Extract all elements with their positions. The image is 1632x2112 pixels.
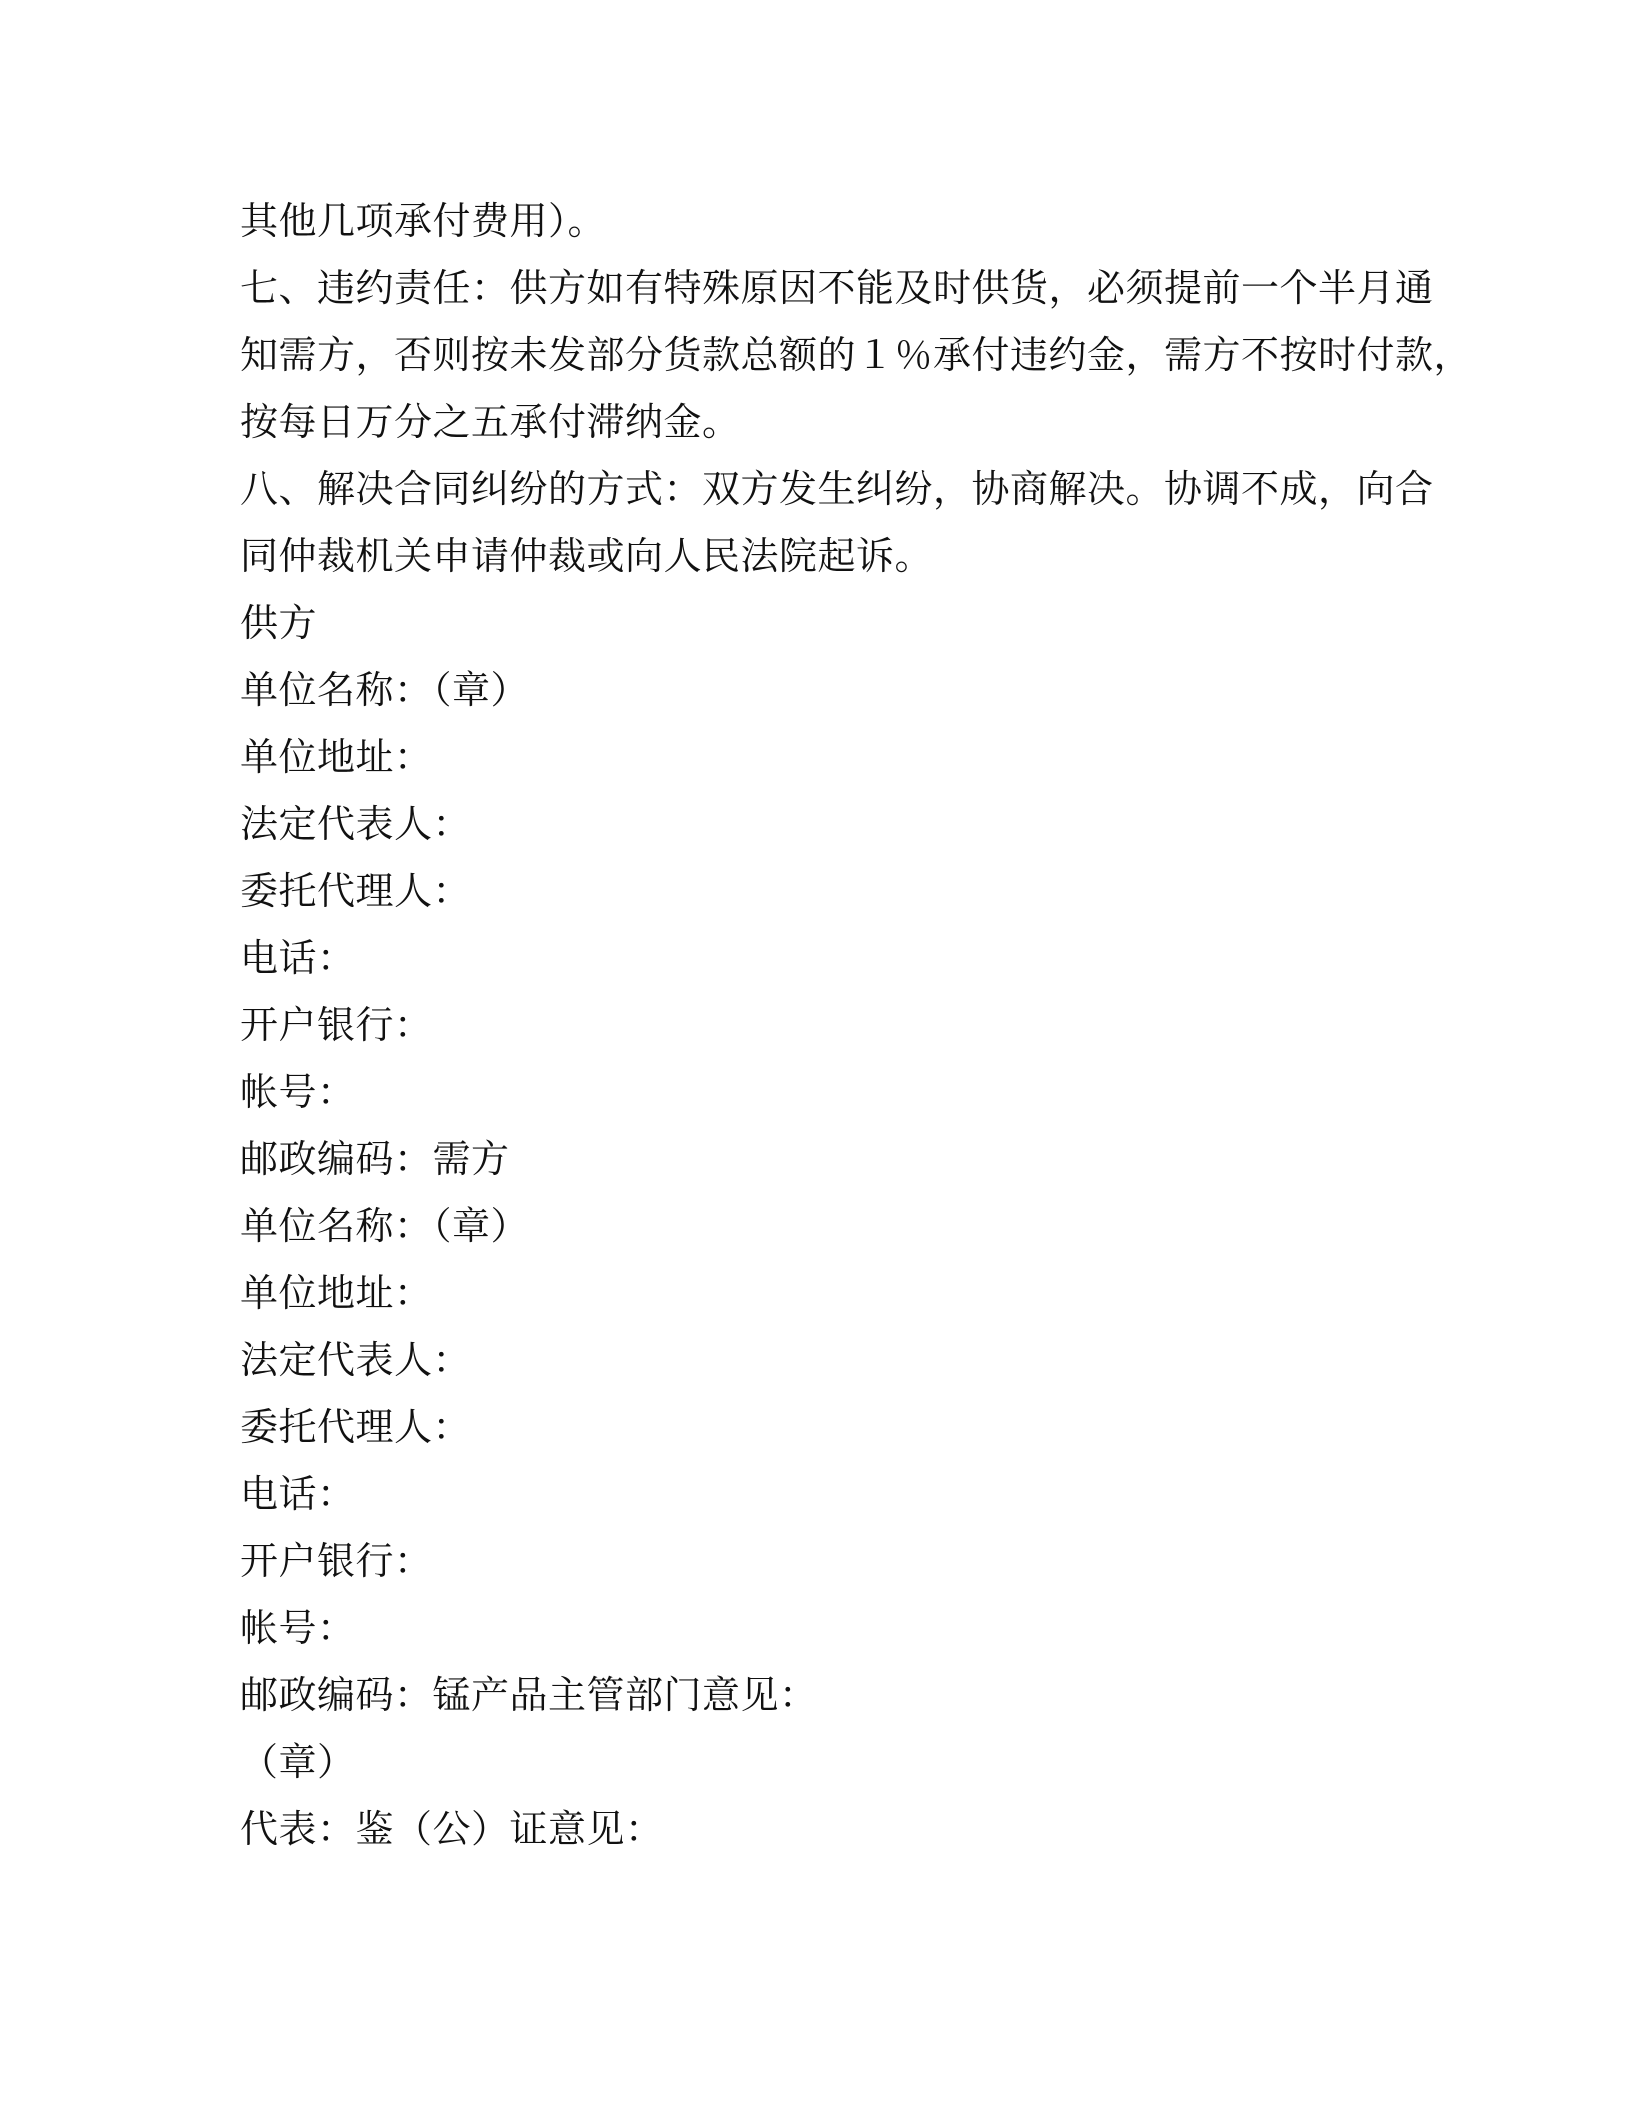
dispute-resolution-line-1: 八、解决合同纠纷的方式：双方发生纠纷，协商解决。协调不成，向合 [240,467,1434,511]
buyer-phone: 电话： [240,1472,356,1516]
paragraph-line: 其他几项承付费用）。 [240,199,607,243]
dispute-resolution-line-2: 同仲裁机关申请仲裁或向人民法院起诉。 [240,534,934,578]
supplier-phone: 电话： [240,936,356,980]
supplier-heading: 供方 [240,601,318,645]
representative-notary-opinion: 代表：鉴（公）证意见： [240,1807,664,1851]
supplier-agent: 委托代理人： [240,869,472,913]
supplier-bank: 开户银行： [240,1003,433,1047]
supplier-postcode-buyer-heading: 邮政编码：需方 [240,1137,510,1181]
supplier-unit-name: 单位名称：（章） [240,668,530,712]
supplier-legal-rep: 法定代表人： [240,802,472,846]
buyer-bank: 开户银行： [240,1539,433,1583]
buyer-account: 帐号： [240,1606,356,1650]
supplier-account: 帐号： [240,1070,356,1114]
supplier-unit-address: 单位地址： [240,735,433,779]
buyer-unit-name: 单位名称：（章） [240,1204,530,1248]
buyer-postcode-dept-opinion: 邮政编码：锰产品主管部门意见： [240,1673,818,1717]
breach-liability-line-1: 七、违约责任：供方如有特殊原因不能及时供货，必须提前一个半月通 [240,266,1434,310]
buyer-agent: 委托代理人： [240,1405,472,1449]
seal-line: （章） [240,1740,356,1784]
buyer-unit-address: 单位地址： [240,1271,433,1315]
document-body [240,188,1473,1863]
buyer-legal-rep: 法定代表人： [240,1338,472,1382]
breach-liability-line-2: 知需方，否则按未发部分货款总额的１％承付违约金，需方不按时付款， [240,333,1473,377]
breach-liability-line-3: 按每日万分之五承付滞纳金。 [240,400,741,444]
